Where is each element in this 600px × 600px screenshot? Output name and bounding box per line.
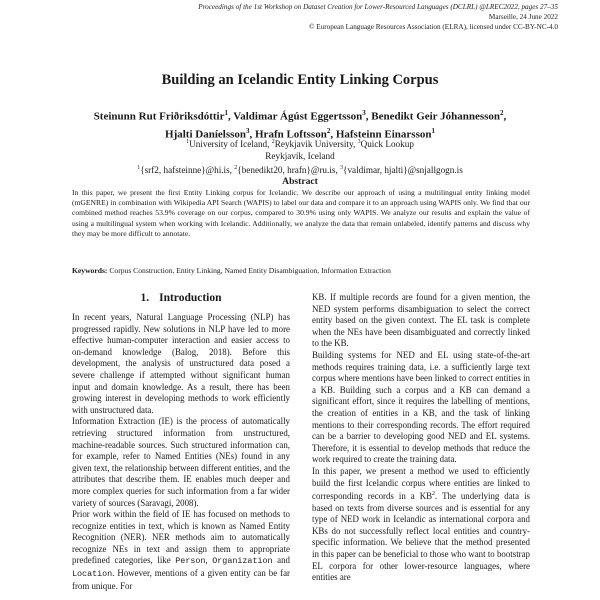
keywords-label: Keywords:	[72, 266, 108, 275]
paragraph	[312, 466, 530, 584]
paragraph-text: In this paper, we present a method we used to efficiently build the first Icelandic corpus where entities are linked to corresponding records in a KB	[312, 465, 530, 502]
affiliation-marker: 1	[431, 126, 435, 135]
email: {benedikt20, hrafn}@ru.is,	[237, 165, 338, 176]
author-name: Valdimar Ágúst Eggertsson	[233, 110, 363, 123]
author-name: Steinunn Rut Friðriksdóttir	[93, 110, 225, 123]
paragraph: Information Extraction (IE) is the process of automatically retrieving structured information from unstructured, machine-readable sources. Such structured information can, for example, refer to Named Entities (NEs) found in any given text, the relationship between different entities, and the attributes that describe them. IE enables much deeper and more complex queries for such information from a far wider variety of sources (Saravagi, 2008).	[72, 416, 290, 508]
left-column	[72, 290, 290, 592]
affiliation-marker: 2	[326, 126, 331, 135]
category-location: Location	[72, 569, 113, 580]
affiliation-marker: 3	[246, 126, 250, 135]
affiliation-marker: 3	[362, 109, 366, 117]
paragraph-text: Prior work within the field of IE has focused on methods to recognize entities in text, which is known as Named Entity Recognition (NER). NER methods aim to automatically recognize NEs in text and assign them to appropriate predefined categories, like	[72, 509, 290, 566]
email-line	[40, 162, 560, 176]
paragraph: Building systems for NED and EL using state-of-the-art methods requires training data, i.e. a sufficiently large text corpus where mentions have been linked to correct entities in a KB. Building such a corpus and a KB can demand a significant effort, since it requires the labelling of mentions, the creation of entities in a KB, and the task of linking mentions to their corresponding records. The effort required can be a barrier to developing good NED and EL systems. Therefore, it is essential to develop methods that reduce the work required to create the training data.	[312, 349, 530, 465]
email: {valdimar, hjalti}@snjallgogn.is	[343, 165, 463, 176]
venue-date-line: Marseille, 24 June 2022	[488, 13, 558, 21]
keywords	[72, 266, 530, 276]
paragraph-text: . However, mentions of a given entity can be far from unique. For	[72, 568, 290, 591]
author-name: Benedikt Geir Jóhannesson	[371, 110, 501, 123]
affiliation-marker: 2	[234, 165, 238, 172]
affiliation-marker: 1	[224, 109, 228, 117]
proceedings-header	[138, 2, 558, 32]
category-organization: Organization	[212, 556, 273, 567]
paper-title: Building an Icelandic Entity Linking Corpus	[161, 72, 439, 88]
institution: University of Iceland,	[189, 139, 270, 150]
keywords-text: Corpus Construction, Entity Linking, Named Entity Disambiguation, Information Extraction	[109, 266, 391, 275]
paragraph: In recent years, Natural Language Processing (NLP) has progressed rapidly. New solutions in NLP have led to more effective human-computer interaction and easier access to on-demand knowledge (Balog, 2018). Before this development, the analysis of unstructured data posed a severe challenge if attempted without significant human input and domain knowledge. As a result, there has been growing interest in developing methods to work efficiently with unstructured data.	[72, 312, 290, 415]
affiliation-marker: 2	[271, 139, 275, 145]
institution: Quick Lookup	[360, 139, 414, 150]
license-line: © European Language Resources Association (ELRA), licensed under CC-BY-NC-4.0	[309, 23, 558, 31]
affiliation-marker: 1	[137, 165, 141, 172]
section-number: 1.	[140, 292, 150, 304]
affiliations	[40, 136, 560, 176]
right-column	[312, 292, 530, 584]
abstract-heading: Abstract	[282, 176, 318, 187]
author-list: Steinunn Rut Friðriksdóttir$^1$, Valdimar Ágúst Eggertsson$^3$, Benedikt Geir Jóhannesson$^2$, Hjalti Daníelsson$^3$, Hrafn Loftsson$^2$, Hafsteinn Einarsson$^1$	[93, 109, 507, 141]
conjunction: and	[277, 555, 290, 566]
abstract-text: In this paper, we present the first Entity Linking corpus for Icelandic. We describe our approach of using a multilingual entity linking model (mGENRE) in combination with Wikipedia API Search (WAPIS) to label our data and compare it to an approach using WAPIS only. We find that our combined method reaches 53.9% coverage on our corpus, compared to 30.9% using only WAPIS. We analyze our results and explain the value of using a multilingual system when working with Icelandic. Additionally, we analyze the data that remain unlabeled, identify patterns and discuss why they may be more difficult to annotate.	[72, 188, 530, 238]
institution-line	[40, 136, 560, 150]
paragraph	[72, 509, 290, 592]
affiliation-marker: 3	[340, 165, 344, 172]
section-heading-introduction	[72, 290, 290, 306]
author-name: Hrafn Loftsson	[255, 128, 327, 141]
footnote-marker: 2	[432, 491, 436, 498]
institution: Reykjavik University,	[274, 139, 356, 150]
author-name: Hafsteinn Einarsson	[335, 128, 432, 141]
affiliation-marker: 2	[500, 109, 504, 117]
paragraph-text: . The underlying data is based on texts from diverse sources and is essential for any type of NED work in Icelandic as international corpora and KBs do not successfully reflect local entities and country-specific information. We believe that the method presented in this paper can be beneficial to those who want to bootstrap EL corpora for other lower-resource languages, where entities are	[312, 491, 531, 583]
author-name: Hjalti Daníelsson	[165, 128, 246, 141]
location-line: Reykjavík, Iceland	[265, 151, 335, 162]
email: {srf2, hafsteinne}@hi.is,	[140, 165, 232, 176]
section-title: Introduction	[159, 292, 222, 304]
proceedings-line: Proceedings of the 1st Workshop on Dataset Creation for Lower-Resourced Languages (DCLRL) @LREC2022, pages 27–35	[198, 3, 558, 11]
punctuation: ,	[205, 555, 208, 566]
category-person: Person	[175, 556, 206, 567]
paragraph: KB. If multiple records are found for a given mention, the NED system performs disambiguation to select the correct entity based on the given context. The EL task is complete when the NEs have been disambiguated and correctly linked to the KB.	[312, 292, 530, 349]
affiliation-marker: 3	[357, 139, 361, 145]
affiliation-marker: 1	[186, 139, 190, 145]
